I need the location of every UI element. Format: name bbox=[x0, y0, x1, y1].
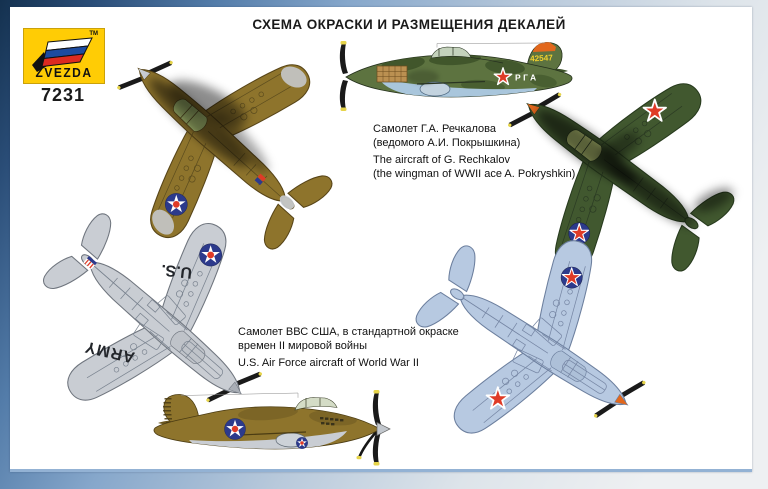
zvezda-logo bbox=[23, 28, 105, 84]
propeller-blade-lower bbox=[340, 80, 348, 109]
propeller-blade-upper bbox=[373, 392, 381, 425]
spinner bbox=[377, 423, 390, 436]
caption-rechkalov-ru-line2: (ведомого А.И. Покрышкина) bbox=[373, 136, 521, 149]
caption-usaf-en-line1: U.S. Air Force aircraft of World War II bbox=[238, 357, 419, 369]
us-roundel-belly bbox=[296, 437, 308, 449]
us-roundel-wing bbox=[200, 244, 222, 266]
brand-name: ZVEZDA bbox=[35, 65, 93, 81]
exhaust-panel bbox=[377, 66, 407, 82]
caption-rechkalov-en-line2: (the wingman of WWII ace A. Pokryshkin) bbox=[373, 167, 576, 180]
kit-number: 7231 bbox=[40, 85, 86, 105]
caption-rechkalov-en-line1: The aircraft of G. Rechkalov bbox=[373, 154, 510, 166]
caption-usaf-ru-line1: Самолет ВВС США, в стандартной окраске bbox=[238, 326, 459, 338]
canopy bbox=[295, 398, 337, 411]
aircraft-bottom-view-soviet-blue bbox=[403, 219, 643, 455]
tail-number: 42547 bbox=[529, 53, 554, 64]
antenna-wire bbox=[181, 393, 298, 398]
page-title: СХЕМА ОКРАСКИ И РАЗМЕЩЕНИЯ ДЕКАЛЕЙ bbox=[252, 17, 566, 32]
caption-rechkalov-ru-line1: Самолет Г.А. Речкалова bbox=[373, 123, 497, 135]
propeller-blade-lower bbox=[373, 432, 381, 464]
trademark-symbol: TM bbox=[89, 31, 98, 37]
antenna-wire bbox=[437, 43, 545, 48]
aircraft-side-view-us-olive bbox=[148, 388, 393, 466]
wing-text-army: ARMY bbox=[82, 337, 137, 366]
canopy bbox=[431, 47, 471, 58]
propeller-blade-upper bbox=[340, 43, 348, 74]
wing-text-us: U.S. bbox=[160, 260, 193, 281]
red-star-disc-wing bbox=[561, 267, 582, 288]
us-roundel-fuselage bbox=[225, 419, 246, 440]
caption-usaf-ru-line2: времен II мировой войны bbox=[238, 339, 368, 352]
pilot-initials: РГА bbox=[515, 72, 539, 83]
